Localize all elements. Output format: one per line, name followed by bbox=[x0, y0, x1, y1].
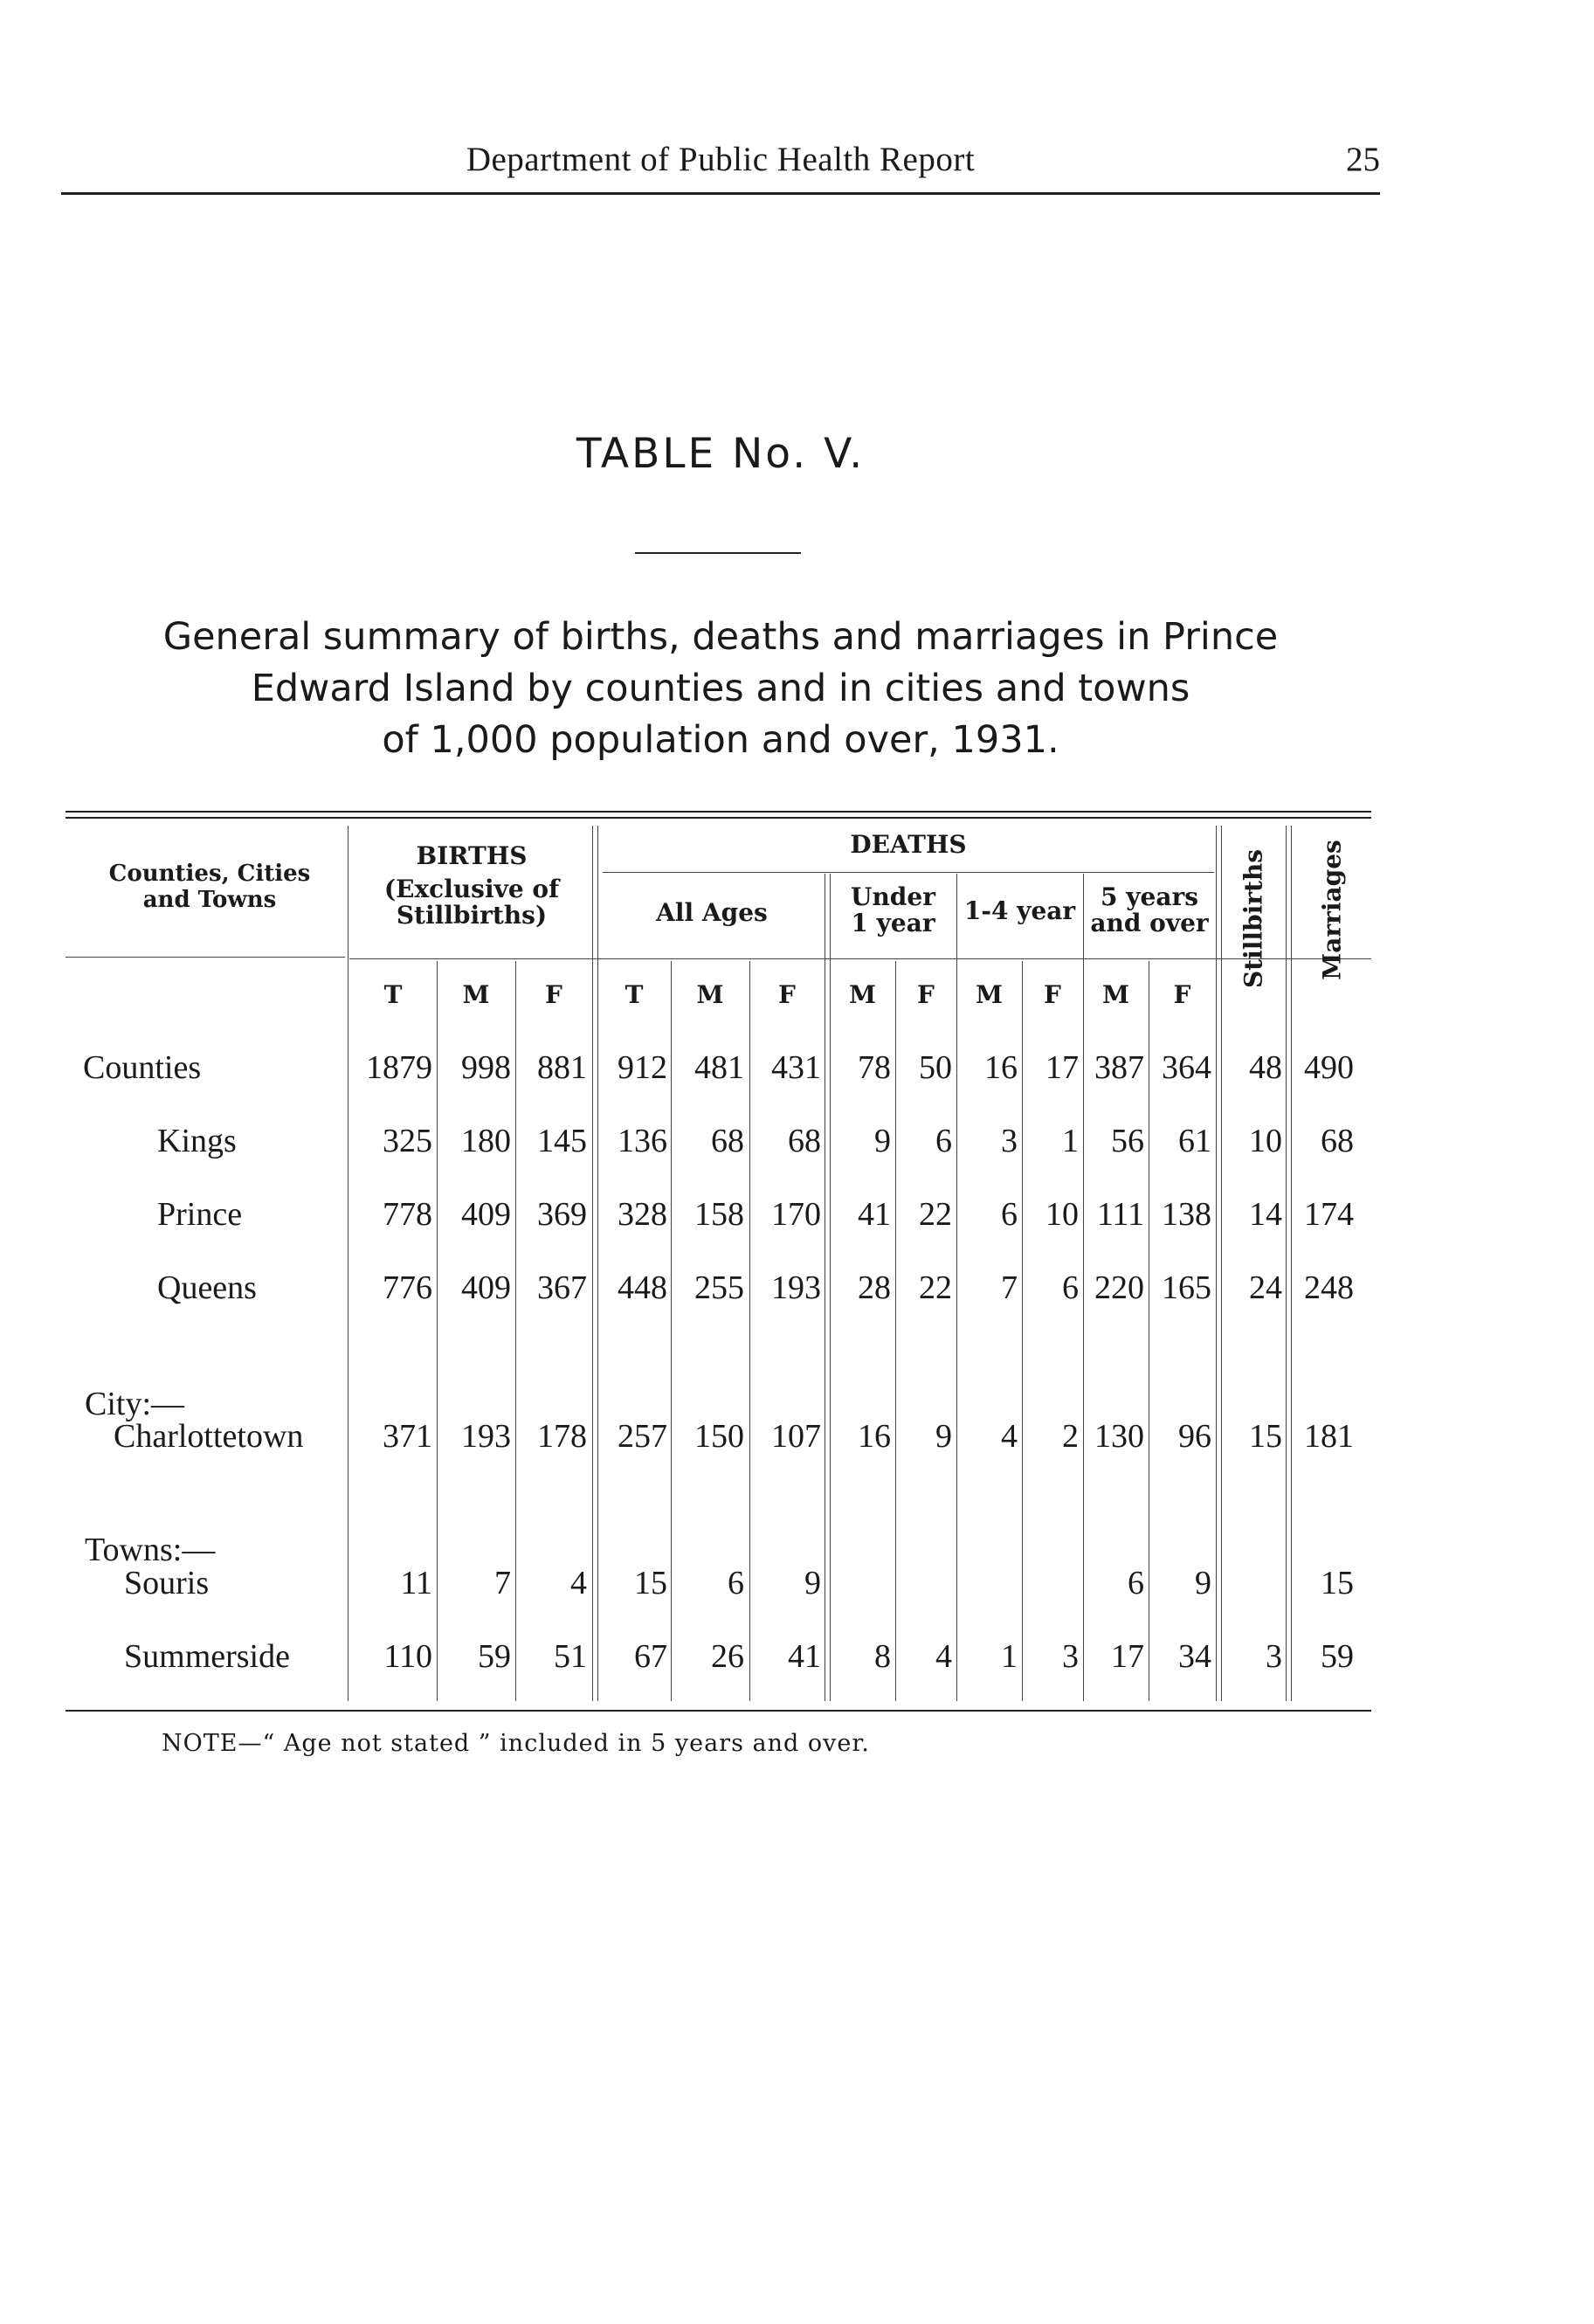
table-cell: 11 bbox=[400, 1565, 432, 1601]
subheader-5plus-male: M bbox=[1102, 980, 1129, 1009]
caption-line: of 1,000 population and over, 1931. bbox=[382, 718, 1059, 762]
table-cell: 26 bbox=[711, 1638, 744, 1675]
table-cell: 4 bbox=[570, 1565, 587, 1601]
caption-line: General summary of births, deaths and marriages in Prince bbox=[162, 615, 1279, 659]
table-cell: 111 bbox=[1096, 1196, 1144, 1233]
table-cell: 6 bbox=[935, 1123, 952, 1159]
table-cell: 778 bbox=[383, 1196, 432, 1233]
table-top-rule bbox=[66, 817, 1371, 819]
table-cell: 96 bbox=[1178, 1418, 1211, 1455]
deaths-header: DEATHS bbox=[850, 830, 967, 859]
age-1-4-header: 1-4 year bbox=[963, 896, 1076, 925]
table-cell: 16 bbox=[984, 1049, 1018, 1086]
row-label-queens: Queens bbox=[157, 1269, 257, 1306]
table-cell: 78 bbox=[858, 1049, 891, 1086]
births-header: BIRTHS (Exclusive of Stillbirths) bbox=[383, 841, 560, 930]
table-cell: 68 bbox=[788, 1123, 821, 1159]
table-cell: 6 bbox=[1001, 1196, 1018, 1233]
table-cell bbox=[1204, 1564, 1282, 1604]
table-cell: 6 bbox=[1062, 1269, 1079, 1306]
table-cell: 4 bbox=[935, 1638, 952, 1675]
table-cell: 248 bbox=[1304, 1269, 1354, 1306]
table-cell: 9 bbox=[935, 1418, 952, 1455]
table-cell: 367 bbox=[537, 1269, 587, 1306]
table-cell: 145 bbox=[537, 1123, 587, 1159]
table-caption bbox=[87, 612, 1354, 766]
table-cell: 22 bbox=[919, 1196, 952, 1233]
table-cell: 41 bbox=[788, 1638, 821, 1675]
row-label-summerside: Summerside bbox=[124, 1638, 290, 1675]
table-top-rule bbox=[66, 811, 1371, 813]
table-cell: 328 bbox=[618, 1196, 667, 1233]
table-cell: 3 bbox=[1266, 1638, 1282, 1675]
table-cell: 409 bbox=[461, 1196, 511, 1233]
table-cell: 255 bbox=[694, 1269, 744, 1306]
under-1-year-header: Under 1 year bbox=[851, 882, 935, 937]
row-label-charlottetown: Charlottetown bbox=[114, 1418, 304, 1455]
table-cell: 776 bbox=[383, 1269, 432, 1306]
table-cell: 6 bbox=[728, 1565, 744, 1601]
table-cell: 150 bbox=[694, 1418, 744, 1455]
row-label-prince: Prince bbox=[157, 1196, 243, 1233]
header-rule bbox=[349, 958, 1371, 959]
table-number: TABLE No. V. bbox=[576, 430, 866, 478]
table-cell: 2 bbox=[1062, 1418, 1079, 1455]
table-cell: 431 bbox=[771, 1049, 821, 1086]
subheader-births-female: F bbox=[545, 980, 562, 1009]
subheader-births-total: T bbox=[383, 980, 403, 1009]
row-label-towns: Towns:— bbox=[85, 1532, 216, 1568]
stillbirths-header: Stillbirths bbox=[1239, 848, 1268, 989]
table-cell: 15 bbox=[1321, 1565, 1354, 1601]
table-cell: 409 bbox=[461, 1269, 511, 1306]
table-cell: 181 bbox=[1304, 1418, 1354, 1455]
subheader-1to4-female: F bbox=[1044, 980, 1061, 1009]
table-cell: 67 bbox=[634, 1638, 667, 1675]
table-cell: 1879 bbox=[366, 1049, 432, 1086]
row-label-souris: Souris bbox=[124, 1565, 210, 1601]
table-cell: 59 bbox=[1321, 1638, 1354, 1675]
subheader-births-male: M bbox=[462, 980, 490, 1009]
running-title: Department of Public Health Report bbox=[466, 141, 976, 178]
table-cell: 61 bbox=[1178, 1123, 1211, 1159]
table-cell: 68 bbox=[711, 1123, 744, 1159]
table-cell: 448 bbox=[618, 1269, 667, 1306]
table-cell: 490 bbox=[1304, 1049, 1354, 1086]
table-cell: 59 bbox=[478, 1638, 511, 1675]
table-cell: 325 bbox=[383, 1123, 432, 1159]
table-cell: 8 bbox=[874, 1638, 891, 1675]
row-label-counties: Counties bbox=[83, 1049, 202, 1086]
table-cell: 10 bbox=[1045, 1196, 1079, 1233]
subheader-under1-male: M bbox=[849, 980, 876, 1009]
table-cell: 34 bbox=[1178, 1638, 1211, 1675]
row-label-city: City:— bbox=[85, 1386, 185, 1422]
table-cell: 180 bbox=[461, 1123, 511, 1159]
table-cell: 193 bbox=[771, 1269, 821, 1306]
table-cell: 158 bbox=[694, 1196, 744, 1233]
table-cell: 22 bbox=[919, 1269, 952, 1306]
table-cell: 257 bbox=[618, 1418, 667, 1455]
table-bottom-rule bbox=[66, 1710, 1371, 1712]
table-cell: 56 bbox=[1111, 1123, 1144, 1159]
table-cell: 371 bbox=[383, 1418, 432, 1455]
table-cell: 130 bbox=[1094, 1418, 1144, 1455]
table-cell: 15 bbox=[634, 1565, 667, 1601]
table-cell: 110 bbox=[383, 1638, 432, 1675]
table-cell: 9 bbox=[1195, 1565, 1211, 1601]
table-cell: 3 bbox=[1001, 1123, 1018, 1159]
place-header: Counties, Cities and Towns bbox=[108, 861, 311, 913]
page-number: 25 bbox=[1346, 141, 1380, 178]
table-cell: 4 bbox=[1001, 1418, 1018, 1455]
table-cell: 7 bbox=[494, 1565, 511, 1601]
table-cell: 998 bbox=[461, 1049, 511, 1086]
table-cell: 220 bbox=[1094, 1269, 1144, 1306]
subheader-deaths-male: M bbox=[696, 980, 724, 1009]
table-cell: 136 bbox=[618, 1123, 667, 1159]
subheader-1to4-male: M bbox=[976, 980, 1003, 1009]
title-rule bbox=[635, 552, 801, 554]
table-cell: 41 bbox=[858, 1196, 891, 1233]
table-cell: 481 bbox=[694, 1049, 744, 1086]
table-cell: 107 bbox=[771, 1418, 821, 1455]
table-note: NOTE—“ Age not stated ” included in 5 years and over. bbox=[162, 1730, 870, 1757]
table-cell: 50 bbox=[919, 1049, 952, 1086]
table-cell: 17 bbox=[1111, 1638, 1144, 1675]
table-cell: 387 bbox=[1094, 1049, 1144, 1086]
table-cell: 14 bbox=[1249, 1196, 1282, 1233]
table-cell: 369 bbox=[537, 1196, 587, 1233]
table-cell: 48 bbox=[1249, 1049, 1282, 1086]
table-cell: 165 bbox=[1162, 1269, 1211, 1306]
table-cell: 15 bbox=[1249, 1418, 1282, 1455]
table-cell: 178 bbox=[537, 1418, 587, 1455]
header-rule bbox=[603, 872, 1214, 873]
subheader-deaths-female: F bbox=[778, 980, 796, 1009]
table-cell: 1 bbox=[1001, 1638, 1018, 1675]
all-ages-header: All Ages bbox=[656, 898, 768, 927]
table-cell: 193 bbox=[461, 1418, 511, 1455]
five-years-over-header: 5 years and over bbox=[1090, 882, 1209, 937]
table-cell: 138 bbox=[1162, 1196, 1211, 1233]
table-cell: 364 bbox=[1162, 1049, 1211, 1086]
table-cell: 7 bbox=[1001, 1269, 1018, 1306]
table-cell: 17 bbox=[1045, 1049, 1079, 1086]
table-cell: 1 bbox=[1062, 1123, 1079, 1159]
table-cell: 68 bbox=[1321, 1123, 1354, 1159]
marriages-header: Marriages bbox=[1317, 840, 1347, 980]
table-cell: 9 bbox=[804, 1565, 821, 1601]
table-cell: 170 bbox=[771, 1196, 821, 1233]
row-label-kings: Kings bbox=[157, 1123, 237, 1159]
subheader-under1-female: F bbox=[917, 980, 935, 1009]
table-cell: 10 bbox=[1249, 1123, 1282, 1159]
table-cell: 51 bbox=[554, 1638, 587, 1675]
table-cell: 881 bbox=[537, 1049, 587, 1086]
table-cell: 6 bbox=[1128, 1565, 1144, 1601]
table-cell: 28 bbox=[858, 1269, 891, 1306]
subheader-5plus-female: F bbox=[1173, 980, 1191, 1009]
header-rule bbox=[66, 957, 345, 958]
table-cell: 24 bbox=[1249, 1269, 1282, 1306]
table-cell: 3 bbox=[1062, 1638, 1079, 1675]
subheader-deaths-total: T bbox=[624, 980, 644, 1009]
running-header bbox=[61, 140, 1380, 195]
table-cell: 9 bbox=[874, 1123, 891, 1159]
table-cell: 912 bbox=[618, 1049, 667, 1086]
table-cell: 16 bbox=[858, 1418, 891, 1455]
table-cell: 174 bbox=[1304, 1196, 1354, 1233]
caption-line: Edward Island by counties and in cities and towns bbox=[251, 667, 1190, 710]
